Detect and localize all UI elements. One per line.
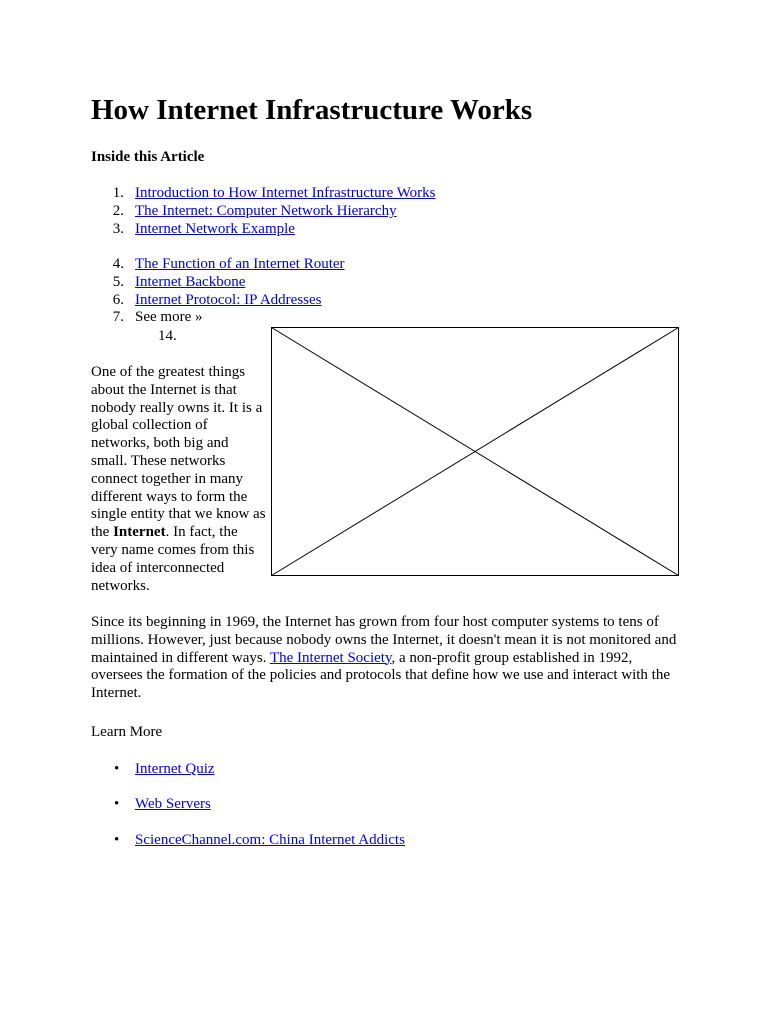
intro-text-start: One of the greatest things about the Internet is that nobody really owns it. It is a global collection of networks, both big and small. These networks connect together in many different ways to form the single entity that we know as the	[91, 364, 266, 541]
toc-number: 5.	[112, 273, 124, 290]
intro-bold-internet: Internet	[113, 524, 166, 541]
web-servers-link[interactable]: Web Servers	[135, 796, 211, 812]
china-internet-addicts-link[interactable]: ScienceChannel.com: China Internet Addicts	[135, 832, 405, 848]
internet-society-link[interactable]: The Internet Society	[269, 649, 392, 666]
history-text-end: , a non-profit group established in 1992, oversees the formation of the policies and protocols that define how we use and interact with the Internet.	[91, 649, 670, 702]
toc-item	[91, 292, 491, 310]
toc-number: 6.	[112, 291, 124, 308]
list-item	[91, 761, 215, 779]
inside-article-heading: Inside this Article	[91, 149, 205, 165]
toc-link-introduction[interactable]: Introduction to How Internet Infrastructure Works	[135, 185, 436, 201]
intro-paragraph	[91, 364, 266, 595]
toc-item	[91, 256, 491, 274]
toc-link-router[interactable]: The Function of an Internet Router	[135, 256, 345, 272]
toc-item	[91, 274, 491, 292]
toc-number: 1.	[112, 185, 124, 201]
toc-number: 3.	[112, 220, 124, 237]
toc-link-ip-addresses[interactable]: Internet Protocol: IP Addresses	[135, 291, 322, 308]
list-item	[91, 796, 211, 814]
list-item	[91, 832, 405, 850]
toc-number: 7.	[112, 309, 124, 326]
image-placeholder	[271, 327, 679, 576]
history-text-start: Since its beginning in 1969, the Internet has grown from four host computer systems to tens of millions. However, just because nobody owns the Internet, it doesn't mean it is not monitored and maintained in different ways.	[91, 614, 677, 666]
toc-link-network-hierarchy[interactable]: The Internet: Computer Network Hierarchy	[135, 202, 397, 219]
toc-link-network-example[interactable]: Internet Network Example	[135, 220, 295, 237]
broken-image-icon	[271, 327, 679, 576]
intro-text-end: . In fact, the very name comes from this idea of interconnected networks.	[91, 524, 255, 594]
table-of-contents-part-2	[91, 256, 491, 327]
toc-number: 4.	[112, 256, 124, 272]
learn-more-heading: Learn More	[91, 724, 163, 740]
toc-link-backbone[interactable]: Internet Backbone	[135, 273, 246, 290]
table-of-contents-part-1	[91, 185, 491, 238]
toc-item	[91, 185, 491, 203]
toc-number: 2.	[112, 202, 124, 219]
history-paragraph	[91, 614, 681, 703]
bullet-icon: •	[114, 761, 120, 777]
see-more-text[interactable]: See more »	[135, 309, 203, 326]
page-title: How Internet Infrastructure Works	[91, 94, 533, 126]
toc-item	[91, 221, 491, 239]
stray-list-number: 14.	[158, 328, 177, 344]
bullet-icon: •	[114, 832, 120, 848]
toc-item	[91, 309, 491, 327]
internet-quiz-link[interactable]: Internet Quiz	[135, 761, 215, 777]
toc-item	[91, 203, 491, 221]
bullet-icon: •	[114, 796, 120, 812]
